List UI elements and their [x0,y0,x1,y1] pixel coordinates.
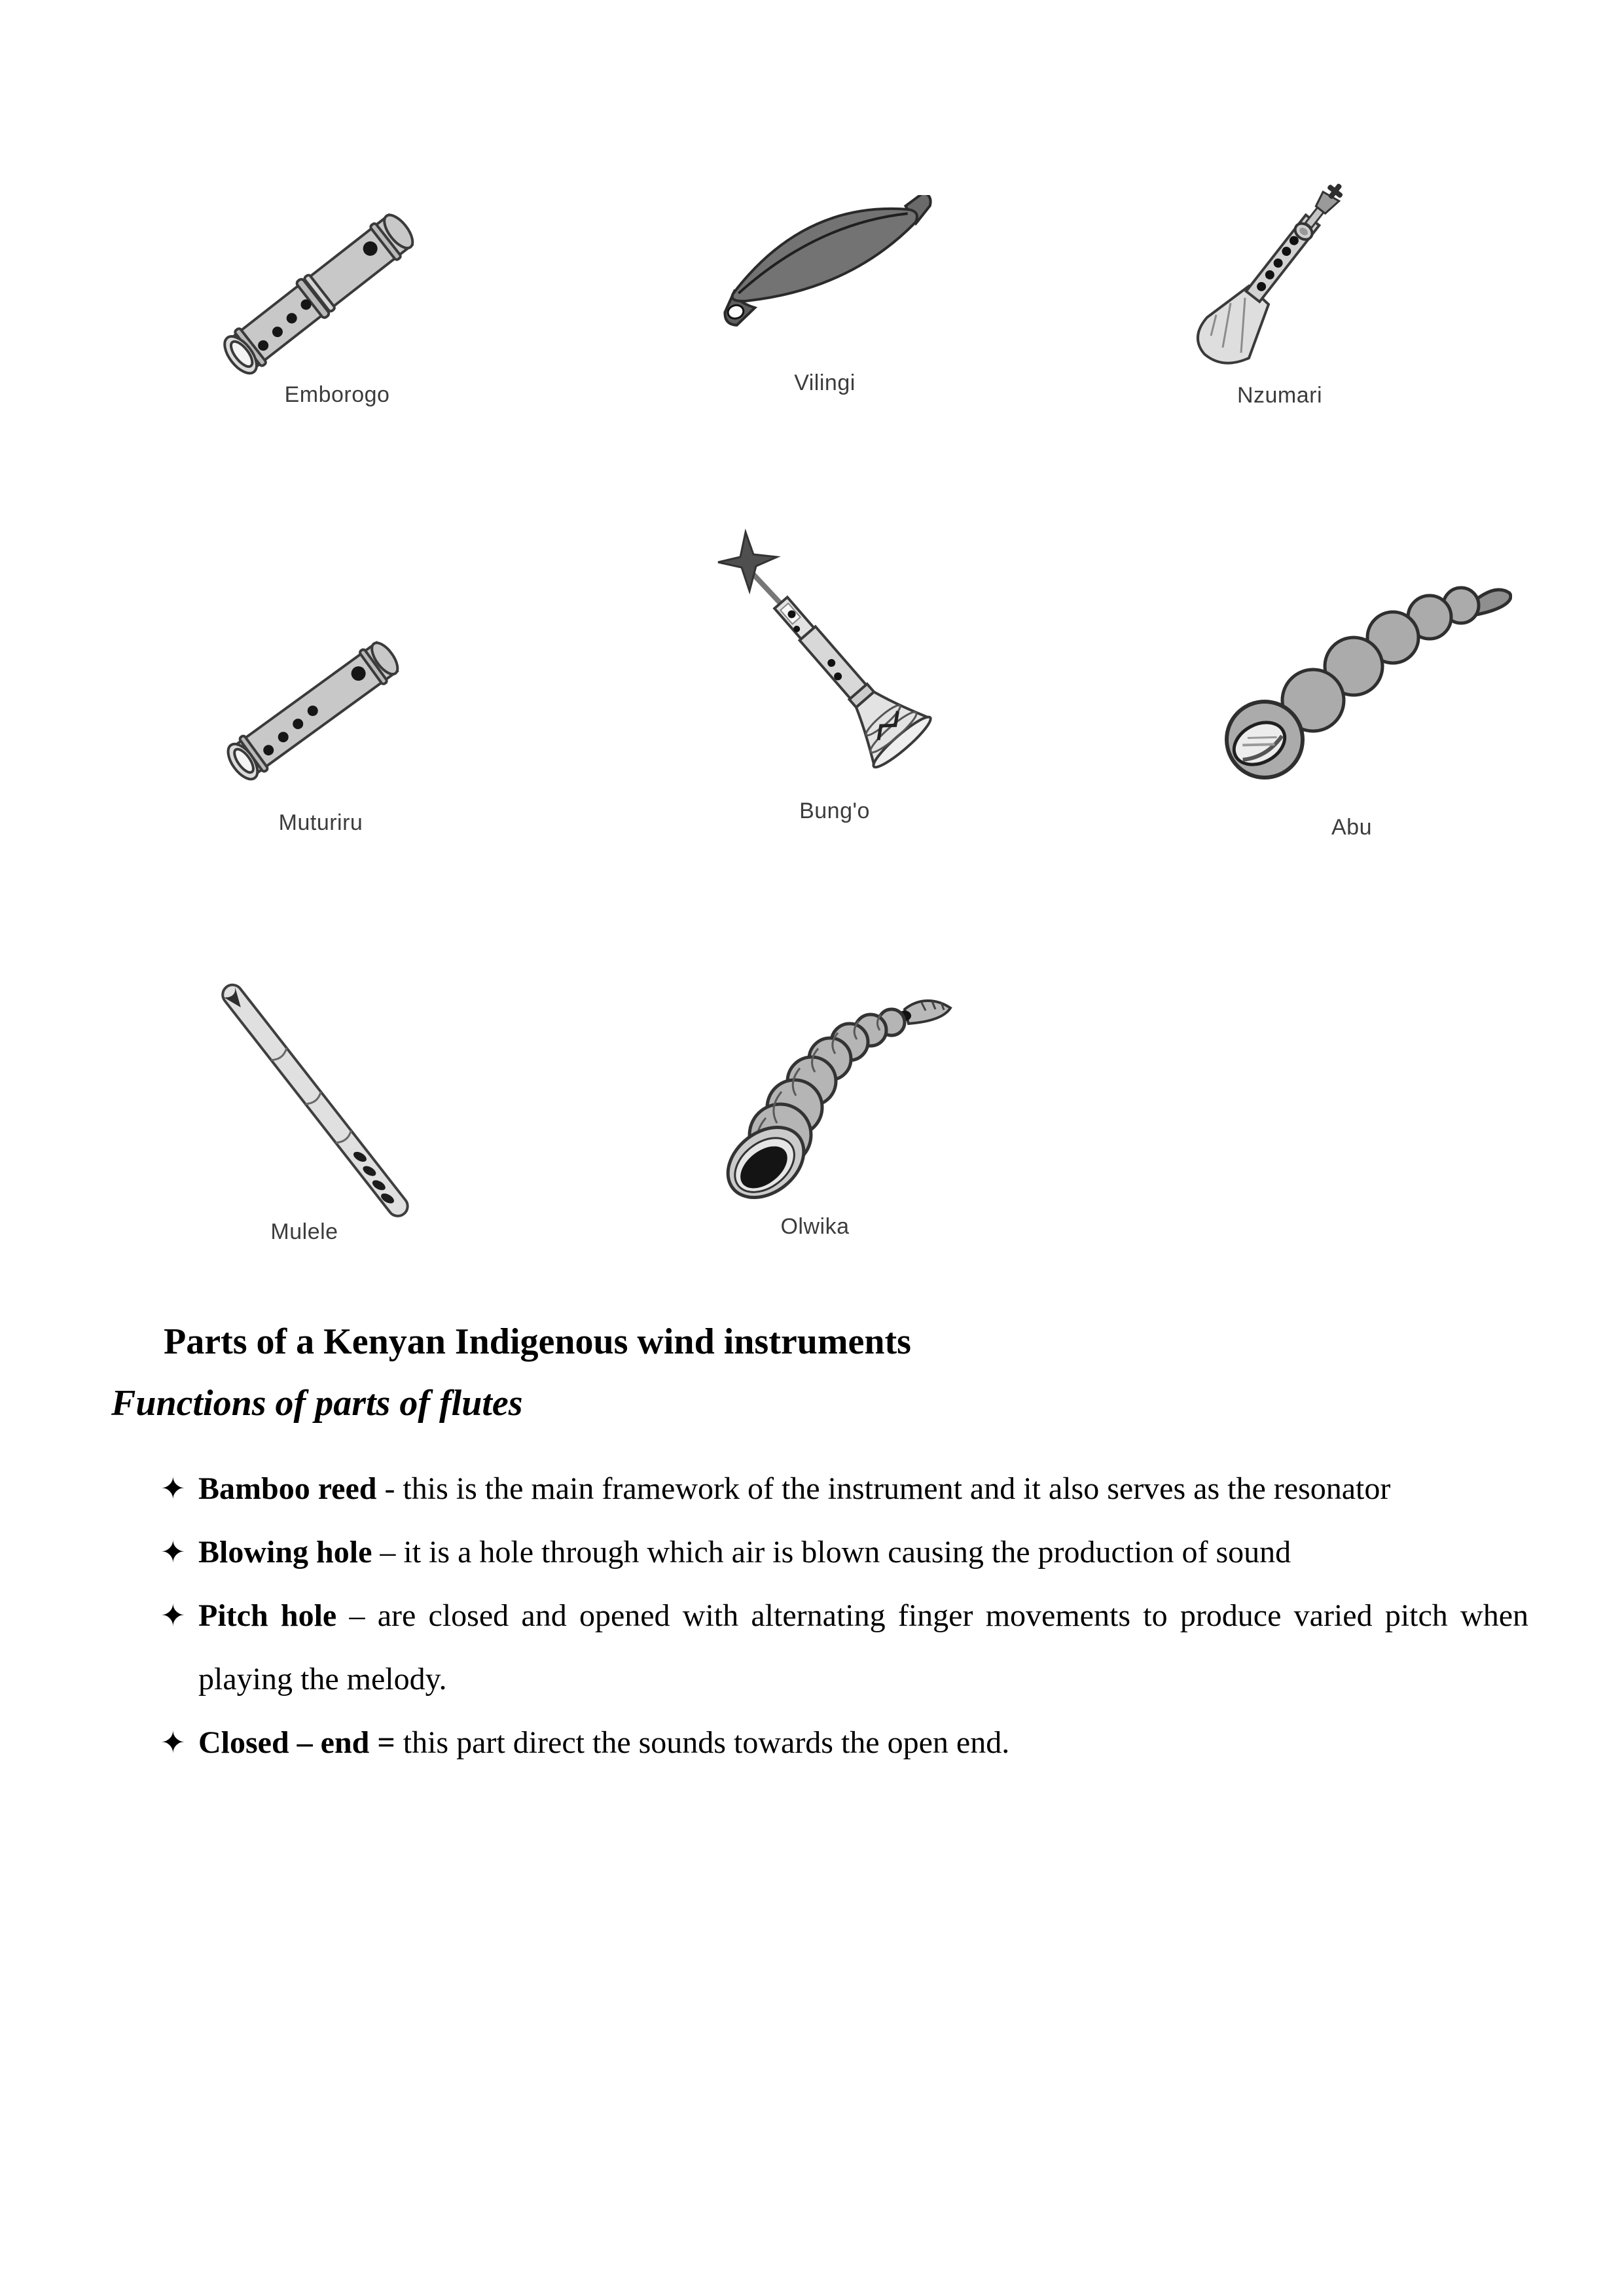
muturiru-flute-icon [216,599,425,792]
figure-bungo [704,520,965,824]
bullet-term: Closed – end = [198,1725,395,1760]
instrument-label: Bung'o [799,798,870,823]
figure-olwika [674,956,956,1240]
list-item [160,1457,1528,1520]
star-bullet-icon: ✦ [160,1598,186,1633]
section-heading: Parts of a Kenyan Indigenous wind instruments [164,1321,911,1362]
bullet-term: Bamboo reed [198,1471,377,1506]
list-item [160,1520,1528,1584]
figure-mulele [196,967,412,1245]
bullet-text: this is the main framework of the instrument and it also serves as the resonator [403,1471,1391,1506]
nzumari-horn-icon [1185,147,1375,383]
star-bullet-icon: ✦ [160,1725,186,1760]
bullet-text: are closed and opened with alternating finger movements to produce varied pitch when playing the melody. [198,1598,1528,1696]
figure-emborogo [209,178,465,408]
bungo-trumpet-icon [704,520,965,798]
star-bullet-icon: ✦ [160,1534,186,1570]
list-item [160,1711,1528,1774]
instrument-label: Abu [1331,815,1372,840]
bullet-text: this part direct the sounds towards the open end. [403,1725,1010,1760]
instrument-label: Vilingi [794,370,856,395]
star-bullet-icon: ✦ [160,1471,186,1506]
functions-list [160,1457,1528,1774]
figure-abu [1191,543,1512,840]
mulele-flute-icon [196,967,412,1219]
instrument-label: Mulele [270,1219,338,1244]
abu-gourd-horn-icon [1191,543,1512,815]
bullet-separator: – [336,1598,378,1633]
instrument-label: Nzumari [1236,383,1323,408]
section-subheading: Functions of parts of flutes [111,1383,523,1424]
figure-muturiru [216,599,425,836]
list-item [160,1584,1528,1711]
figure-vilingi [704,195,946,396]
bullet-separator: - [376,1471,403,1506]
bullet-term: Blowing hole [198,1535,372,1570]
emborogo-flute-icon [209,178,465,382]
bullet-separator [395,1725,403,1760]
instrument-label: Muturiru [278,810,363,835]
bullet-term: Pitch hole [198,1598,337,1633]
bullet-separator: – [372,1535,404,1570]
instrument-label: Emborogo [284,382,390,407]
bullet-text: it is a hole through which air is blown causing the production of sound [403,1535,1291,1570]
olwika-spiral-horn-icon [674,956,956,1214]
vilingi-icon [704,195,946,370]
instrument-label: Olwika [780,1214,850,1239]
figure-nzumari [1185,147,1375,408]
